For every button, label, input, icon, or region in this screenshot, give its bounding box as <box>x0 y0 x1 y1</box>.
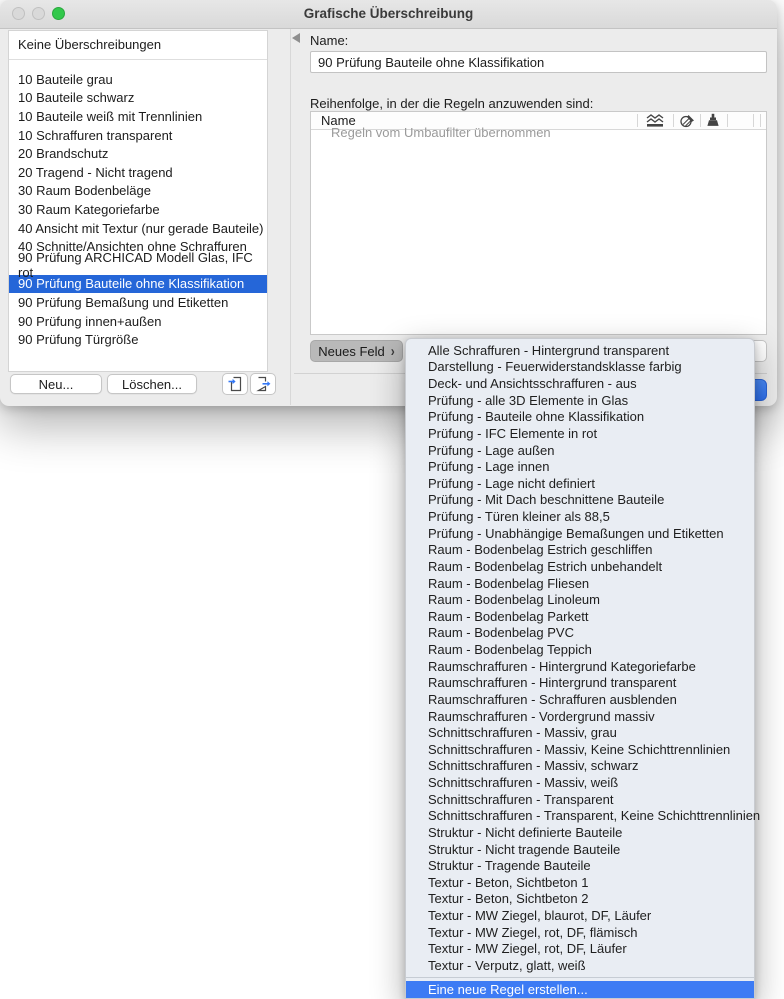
list-item-label: 40 Ansicht mit Textur (nur gerade Bauteile) <box>18 220 264 236</box>
list-item-label: 20 Brandschutz <box>18 146 109 162</box>
list-item[interactable] <box>9 275 267 294</box>
neues-feld-menu <box>405 338 761 999</box>
menu-item[interactable]: Prüfung - Unabhängige Bemaßungen und Etiketten <box>428 525 724 541</box>
list-item[interactable] <box>9 312 267 331</box>
name-label: Name: <box>310 33 349 48</box>
menu-item[interactable]: Raum - Bodenbelag Parkett <box>428 608 589 624</box>
menu-item[interactable]: Prüfung - Mit Dach beschnittene Bauteile <box>428 492 665 508</box>
close-button[interactable] <box>12 7 25 20</box>
minimize-button[interactable] <box>32 7 45 20</box>
list-item[interactable] <box>9 200 267 219</box>
menu-item[interactable]: Schnittschraffuren - Massiv, schwarz <box>428 758 639 774</box>
delete-button[interactable]: Löschen... <box>107 374 197 394</box>
list-item-label: 90 Prüfung Bauteile ohne Klassifikation <box>18 276 245 292</box>
menu-item[interactable]: Raum - Bodenbelag Linoleum <box>428 592 600 608</box>
menu-item[interactable]: Raum - Bodenbelag Fliesen <box>428 575 590 591</box>
fill-icon[interactable] <box>679 113 696 128</box>
menu-item[interactable]: Raumschraffuren - Schraffuren ausblenden <box>428 691 677 707</box>
surface-icon[interactable] <box>706 113 720 128</box>
list-item[interactable] <box>9 219 267 238</box>
zoom-button[interactable] <box>52 7 65 20</box>
menu-item[interactable]: Raumschraffuren - Vordergrund massiv <box>428 708 655 724</box>
list-item[interactable] <box>9 144 267 163</box>
list-item[interactable] <box>9 89 267 108</box>
menu-item[interactable]: Textur - Verputz, glatt, weiß <box>428 957 586 973</box>
window-title: Grafische Überschreibung <box>303 6 474 21</box>
list-item-label: 30 Raum Bodenbeläge <box>18 183 151 199</box>
rules-empty-placeholder: Regeln vom Umbaufilter übernommen <box>331 125 551 140</box>
menu-item[interactable]: Textur - MW Ziegel, rot, DF, flämisch <box>428 924 638 940</box>
list-item-label: 90 Prüfung Bemaßung und Etiketten <box>18 294 229 310</box>
menu-item[interactable]: Textur - MW Ziegel, rot, DF, Läufer <box>428 941 627 957</box>
menu-item[interactable]: Textur - Beton, Sichtbeton 1 <box>428 874 589 890</box>
menu-item[interactable]: Raum - Bodenbelag Estrich geschliffen <box>428 542 653 558</box>
name-input[interactable] <box>310 51 767 73</box>
menu-item[interactable]: Darstellung - Feuerwiderstandsklasse farbig <box>428 359 682 375</box>
menu-item[interactable]: Textur - Beton, Sichtbeton 2 <box>428 891 589 907</box>
menu-item[interactable]: Alle Schraffuren - Hintergrund transparent <box>428 342 670 358</box>
menu-item[interactable]: Raum - Bodenbelag Teppich <box>428 642 592 658</box>
list-item-label: 40 Schnitte/Ansichten ohne Schraffuren <box>18 239 247 255</box>
rule-order-label: Reihenfolge, in der die Regeln anzuwenden sind: <box>310 96 594 111</box>
list-item[interactable] <box>9 126 267 145</box>
menu-item[interactable]: Prüfung - Lage nicht definiert <box>428 475 595 491</box>
menu-item[interactable]: Schnittschraffuren - Transparent <box>428 791 614 807</box>
traffic-lights <box>12 7 65 20</box>
list-item-none[interactable]: Keine Überschreibungen <box>9 31 267 60</box>
list-item[interactable] <box>9 107 267 126</box>
menu-item[interactable]: Prüfung - IFC Elemente in rot <box>428 425 598 441</box>
override-combinations-list <box>8 30 268 372</box>
list-item-label: 10 Bauteile weiß mit Trennlinien <box>18 108 203 124</box>
export-button[interactable] <box>250 373 276 395</box>
menu-item[interactable]: Prüfung - alle 3D Elemente in Glas <box>428 392 629 408</box>
menu-item[interactable]: Prüfung - Lage innen <box>428 459 550 475</box>
list-item-label: 90 Prüfung innen+außen <box>18 313 162 329</box>
list-item[interactable] <box>9 163 267 182</box>
list-item[interactable] <box>9 250 267 281</box>
menu-item[interactable]: Raumschraffuren - Hintergrund Kategoriefarbe <box>428 658 696 674</box>
menu-item[interactable]: Struktur - Nicht definierte Bauteile <box>428 824 623 840</box>
export-icon <box>255 376 272 392</box>
menu-item[interactable]: Raum - Bodenbelag PVC <box>428 625 574 641</box>
menu-item[interactable]: Deck- und Ansichtsschraffuren - aus <box>428 376 637 392</box>
list-item-label: 20 Tragend - Nicht tragend <box>18 164 173 180</box>
collapse-pane-icon[interactable] <box>292 33 300 43</box>
menu-item[interactable]: Struktur - Tragende Bauteile <box>428 858 591 874</box>
list-item-label: 90 Prüfung ARCHICAD Modell Glas, IFC rot <box>18 250 253 281</box>
menu-items <box>406 342 761 974</box>
rules-table <box>310 111 767 335</box>
menu-item[interactable]: Prüfung - Türen kleiner als 88,5 <box>428 509 610 525</box>
pane-splitter[interactable] <box>290 29 291 405</box>
list-items <box>9 70 267 349</box>
menu-item[interactable]: Struktur - Nicht tragende Bauteile <box>428 841 621 857</box>
menu-item[interactable]: Schnittschraffuren - Transparent, Keine Schichttrennlinien <box>428 808 761 824</box>
list-item[interactable] <box>9 330 267 349</box>
menu-item[interactable]: Textur - MW Ziegel, blaurot, DF, Läufer <box>428 908 652 924</box>
new-field-button[interactable] <box>310 340 403 362</box>
chevron-right-icon: › <box>390 342 395 360</box>
menu-item[interactable]: Raumschraffuren - Hintergrund transparent <box>428 675 677 691</box>
menu-item[interactable]: Schnittschraffuren - Massiv, Keine Schichttrennlinien <box>428 741 731 757</box>
list-item[interactable] <box>9 293 267 312</box>
lines-icon[interactable] <box>645 113 665 128</box>
menu-item[interactable]: Schnittschraffuren - Massiv, grau <box>428 725 617 741</box>
list-item[interactable] <box>9 182 267 201</box>
list-item-label: 10 Bauteile schwarz <box>18 90 135 106</box>
menu-item[interactable]: Raum - Bodenbelag Estrich unbehandelt <box>428 558 663 574</box>
new-field-label: Neues Feld <box>318 343 385 359</box>
name-column-header[interactable]: Name <box>321 113 356 128</box>
list-item[interactable] <box>9 70 267 89</box>
menu-item-create-new-rule[interactable]: Eine neue Regel erstellen... <box>406 981 754 999</box>
list-item-label: 10 Schraffuren transparent <box>18 127 173 143</box>
import-button[interactable] <box>222 373 248 395</box>
menu-separator <box>406 977 754 978</box>
new-button[interactable]: Neu... <box>10 374 102 394</box>
list-item-label: 90 Prüfung Türgröße <box>18 332 139 348</box>
import-icon <box>227 376 244 392</box>
list-item-label: 10 Bauteile grau <box>18 71 113 87</box>
menu-item[interactable]: Prüfung - Lage außen <box>428 442 555 458</box>
title-bar[interactable] <box>0 0 777 29</box>
list-item-label: 30 Raum Kategoriefarbe <box>18 201 160 217</box>
menu-item[interactable]: Schnittschraffuren - Massiv, weiß <box>428 775 619 791</box>
menu-item[interactable]: Prüfung - Bauteile ohne Klassifikation <box>428 409 645 425</box>
